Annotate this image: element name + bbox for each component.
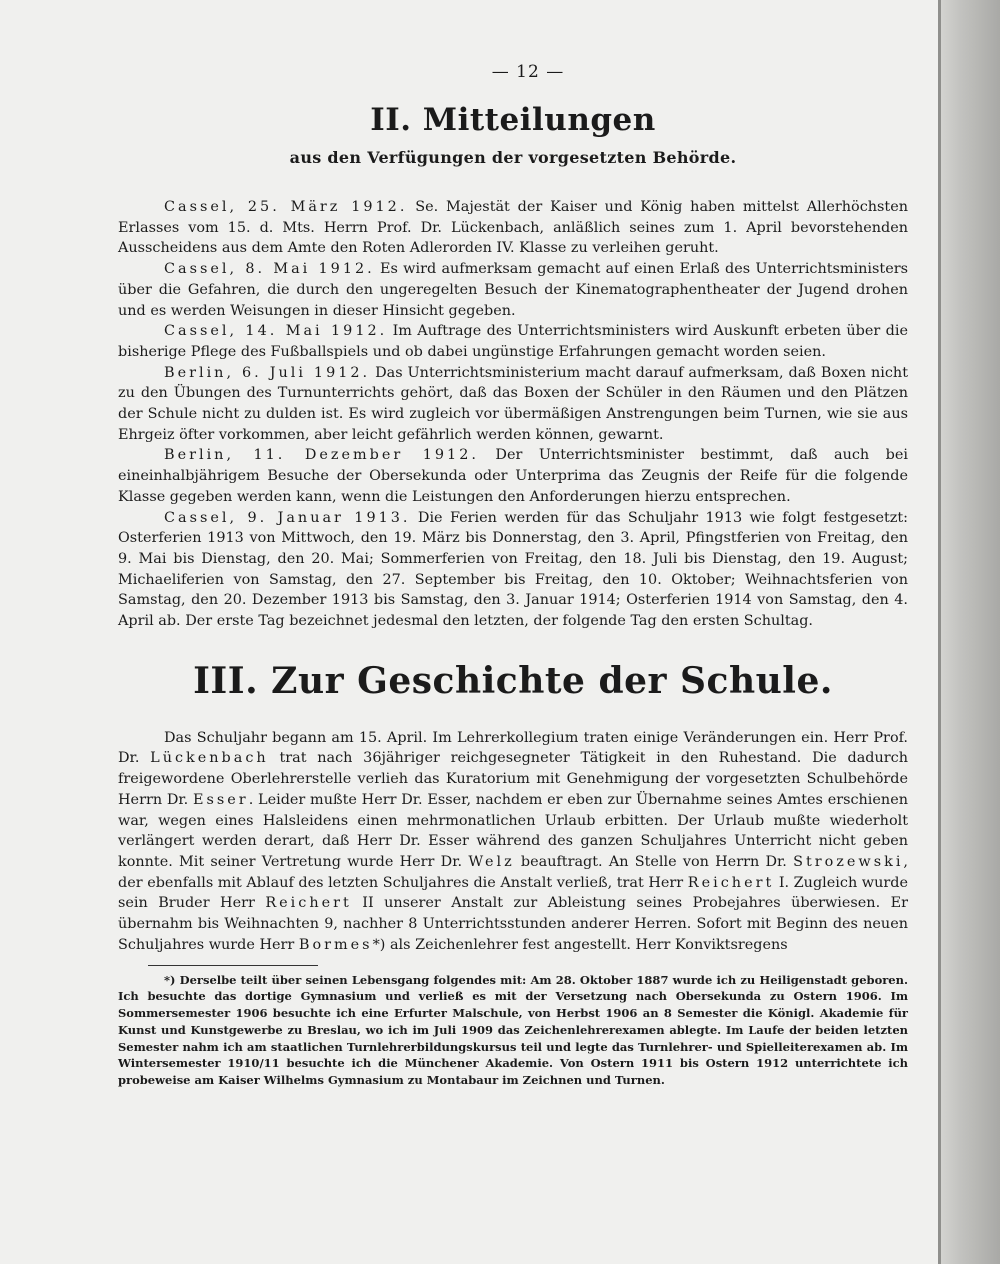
decree-place-date: Cassel, 8. Mai 1912.	[164, 261, 375, 278]
page-number: — 12 —	[491, 62, 565, 82]
decree-place-date: Cassel, 25. März 1912.	[164, 199, 408, 215]
person-name: Bormes	[298, 936, 373, 953]
decree-paragraph	[118, 197, 908, 259]
person-name: Reichert	[265, 895, 352, 912]
section-title-geschichte: III. Zur Geschichte der Schule.	[193, 659, 833, 702]
history-text: *) als Zeichenlehrer fest angestellt. Herr Konviktsregens	[372, 936, 788, 953]
decrees-list	[118, 197, 908, 632]
decree-text: Der Unterrichtsminister bestimmt, daß auch bei eineinhalbjährigem Besuche der Obersekunda oder Unterprima das Zeugnis der Reife für die folgende Klasse gegeben werden kann, wenn die Leistungen den Anforderungen hierzu entsprechen.	[118, 447, 908, 505]
decree-text: Se. Majestät der Kaiser und König haben mittelst Allerhöchsten Erlasses vom 15. d. Mts. Herrn Prof. Dr. Lückenbach, anläßlich seines zum 1. April bevorstehenden Ausscheidens aus dem Amte den Roten Adlerorden IV. Klasse zu verleihen geruht.	[118, 199, 908, 257]
decree-text: Das Unterrichtsministerium macht darauf aufmerksam, daß Boxen nicht zu den Übungen des Turnunterrichts gehört, daß das Boxen der Schüler in den Räumen und den Plätzen der Schule nicht zu dulden ist. Es wird zugleich vor übermäßigen Anstrengungen beim Turnen, wie sie aus Ehrgeiz öfter vorkommen, aber leicht gefährlich werden können, gewarnt.	[118, 364, 908, 443]
footnote: *) Derselbe teilt über seinen Lebensgang folgendes mit: Am 28. Oktober 1887 wurde ich zu Heiligenstadt geboren. Ich besuchte das dortige Gymnasium und verließ es mit der Versetzung nach Obersekunda zu Ostern 1906. Im Sommersemester 1906 besuchte ich eine Erfurter Malschule, von Herbst 1906 an 8 Semester die Königl. Akademie für Kunst und Kunstgewerbe zu Breslau, wo ich im Juli 1909 das Zeichenlehrerexamen ablegte. Im Laufe der beiden letzten Semester nahm ich am staatlichen Turnlehrerbildungskursus teil und legte das Turnlehrer- und Spielleiterexamen ab. Im Wintersemester 1910/11 besuchte ich die Münchener Akademie. Von Ostern 1911 bis Ostern 1912 unterrichtete ich probeweise am Kaiser Wilhelms Gymnasium zu Montabaur im Zeichnen und Turnen.	[118, 972, 908, 1088]
section-title-mitteilungen: II. Mitteilungen	[370, 102, 656, 138]
decree-paragraph	[118, 445, 908, 507]
history-text: II unserer Anstalt zur Ableistung seines Probejahres überwiesen. Er übernahm bis Weihnachten 9, nachher 8 Unterrichtsstunden anderer Herren. Sofort mit Beginn des neuen Schuljahres wurde Herr	[118, 895, 908, 953]
decree-place-date: Berlin, 11. Dezember 1912.	[164, 447, 479, 464]
section-subtitle: aus den Verfügungen der vorgesetzten Behörde.	[289, 148, 737, 167]
person-name: Lückenbach	[150, 750, 269, 767]
person-name: Reichert	[687, 874, 775, 891]
history-text: , der ebenfalls mit Ablauf des letzten Schuljahres die Anstalt verließ, trat Herr	[118, 853, 908, 891]
decree-paragraph	[118, 259, 908, 321]
document-page	[118, 62, 908, 1089]
decree-place-date: Cassel, 9. Januar 1913.	[164, 509, 411, 526]
person-name: Esser	[193, 791, 249, 808]
footnote-divider	[148, 965, 318, 966]
decree-text: Die Ferien werden für das Schuljahr 1913 wie folgt festgesetzt: Osterferien 1913 von Mittwoch, den 19. März bis Donnerstag, den 3. April, Pfingstferien von Freitag, den 9. Mai bis Dienstag, den 20. Mai; Sommerferien von Freitag, den 18. Juli bis Dienstag, den 19. August; Michaeliferien von Samstag, den 27. September bis Freitag, den 10. Oktober; Weihnachtsferien von Samstag, den 20. Dezember 1913 bis Samstag, den 3. Januar 1914; Osterferien 1914 von Samstag, den 4. April ab. Der erste Tag bezeichnet jedesmal den letzten, der folgende Tag den ersten Schultag.	[118, 509, 908, 630]
decree-place-date: Cassel, 14. Mai 1912.	[164, 323, 388, 340]
history-text: trat nach 36jähriger reichgesegneter Tätigkeit in den Ruhestand. Die dadurch freigewordene Oberlehrerstelle verlieh das Kuratorium mit Genehmigung der vorgesetzten Schulbehörde Herrn Dr.	[118, 750, 908, 808]
history-text: beauftragt. An Stelle von Herrn Dr.	[514, 853, 794, 870]
person-name: Welz	[468, 853, 515, 870]
decree-paragraph	[118, 321, 908, 362]
history-text: I. Zugleich wurde sein Bruder Herr	[118, 874, 908, 912]
decree-text: Es wird aufmerksam gemacht auf einen Erlaß des Unterrichtsministers über die Gefahren, die durch den ungeregelten Besuch der Kinematographentheater der Jugend drohen und es werden Weisungen in dieser Hinsicht gegeben.	[118, 261, 908, 319]
decree-paragraph	[118, 363, 908, 446]
decree-text: Im Auftrage des Unterrichtsministers wird Auskunft erbeten über die bisherige Pflege des Fußballspiels und ob dabei ungünstige Erfahrungen gemacht worden seien.	[118, 323, 908, 360]
decree-paragraph	[118, 508, 908, 632]
history-text: Das Schuljahr begann am 15. April. Im Lehrerkollegium traten einige Veränderungen ein. Herr Prof. Dr.	[118, 729, 908, 767]
person-name: Strozewski	[793, 853, 904, 870]
decree-place-date: Berlin, 6. Juli 1912.	[164, 364, 371, 381]
history-text: . Leider mußte Herr Dr. Esser, nachdem er eben zur Übernahme seines Amtes erschienen war, wegen eines Halsleidens einen mehrmonatlichen Urlaub erbitten. Der Urlaub mußte wiederholt verlängert werden derart, daß Herr Dr. Esser während des ganzen Schuljahres Unterricht nicht geben konnte. Mit seiner Vertretung wurde Herr Dr.	[118, 791, 908, 870]
school-history-paragraph	[118, 728, 908, 956]
page-edge-shadow	[938, 0, 1000, 1264]
